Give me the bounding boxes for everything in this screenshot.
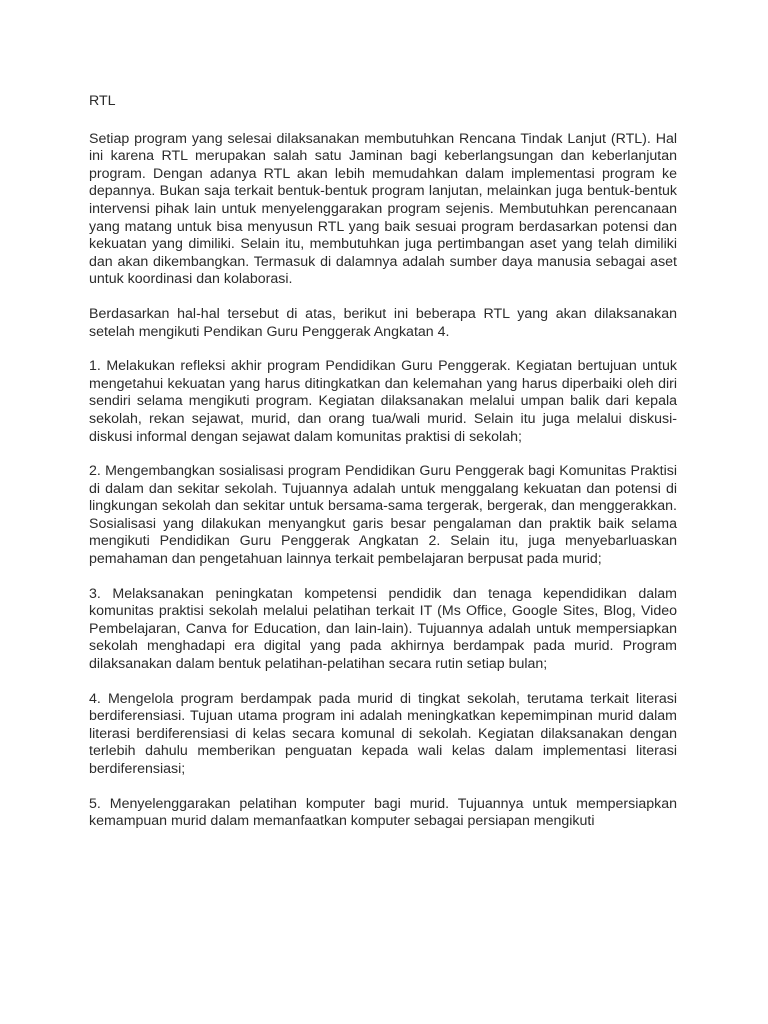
paragraph-intro: Setiap program yang selesai dilaksanakan membutuhkan Rencana Tindak Lanjut (RTL). Hal ini karena RTL merupakan salah satu Jaminan bagi keberlangsungan dan keberlanjutan program. Dengan adanya RTL akan lebih memudahkan dalam implementasi program ke depannya. Bukan saja terkait bentuk-bentuk program lanjutan, melainkan juga bentuk-bentuk intervensi pihak lain untuk menyelenggarakan program sejenis. Membutuhkan perencanaan yang matang untuk bisa menyusun RTL yang baik sesuai program berdasarkan potensi dan kekuatan yang dimiliki. Selain itu, membutuhkan juga pertimbangan aset yang telah dimiliki dan akan dikembangkan. Termasuk di dalamnya adalah sumber daya manusia sebagai aset untuk koordinasi dan kolaborasi.: [89, 130, 677, 288]
document-page: [89, 93, 677, 831]
paragraph-item-4: 4. Mengelola program berdampak pada murid di tingkat sekolah, terutama terkait literasi berdiferensiasi. Tujuan utama program ini adalah meningkatkan kepemimpinan murid dalam literasi berdiferensiasi di kelas secara komunal di sekolah. Kegiatan dilaksanakan dengan terlebih dahulu memberikan penguatan kepada wali kelas dalam implementasi literasi berdiferensiasi;: [89, 690, 677, 777]
paragraph-item-5: 5. Menyelenggarakan pelatihan komputer bagi murid. Tujuannya untuk mempersiapkan kemampuan murid dalam memanfaatkan komputer sebagai persiapan mengikuti: [89, 795, 677, 830]
paragraph-item-1: 1. Melakukan refleksi akhir program Pendidikan Guru Penggerak. Kegiatan bertujuan untuk mengetahui kekuatan yang harus ditingkatkan dan kelemahan yang harus diperbaiki oleh diri sendiri selama mengikuti program. Kegiatan dilaksanakan melalui umpan balik dari kepala sekolah, rekan sejawat, murid, dan orang tua/wali murid. Selain itu juga melalui diskusi-diskusi informal dengan sejawat dalam komunitas praktisi di sekolah;: [89, 358, 677, 445]
document-title: RTL: [89, 93, 116, 109]
paragraph-rtl-list-intro: Berdasarkan hal-hal tersebut di atas, berikut ini beberapa RTL yang akan dilaksanakan setelah mengikuti Pendikan Guru Penggerak Angkatan 4.: [89, 305, 677, 340]
paragraph-item-2: 2. Mengembangkan sosialisasi program Pendidikan Guru Penggerak bagi Komunitas Praktisi di dalam dan sekitar sekolah. Tujuannya adalah untuk menggalang kekuatan dan potensi di lingkungan sekolah dan sekitar untuk bersama-sama tergerak, bergerak, dan menggerakkan. Sosialisasi yang dilakukan menyangkut garis besar pengalaman dan praktik baik selama mengikuti Pendidikan Guru Penggerak Angkatan 2. Selain itu, juga menyebarluaskan pemahaman dan pengetahuan lainnya terkait pembelajaran berpusat pada murid;: [89, 463, 677, 568]
paragraph-item-3: 3. Melaksanakan peningkatan kompetensi pendidik dan tenaga kependidikan dalam komunitas praktisi sekolah melalui pelatihan terkait IT (Ms Office, Google Sites, Blog, Video Pembelajaran, Canva for Education, dan lain-lain). Tujuannya adalah untuk mempersiapkan sekolah menghadapi era digital yang pada akhirnya berdampak pada murid. Program dilaksanakan dalam bentuk pelatihan-pelatihan secara rutin setiap bulan;: [89, 585, 677, 673]
